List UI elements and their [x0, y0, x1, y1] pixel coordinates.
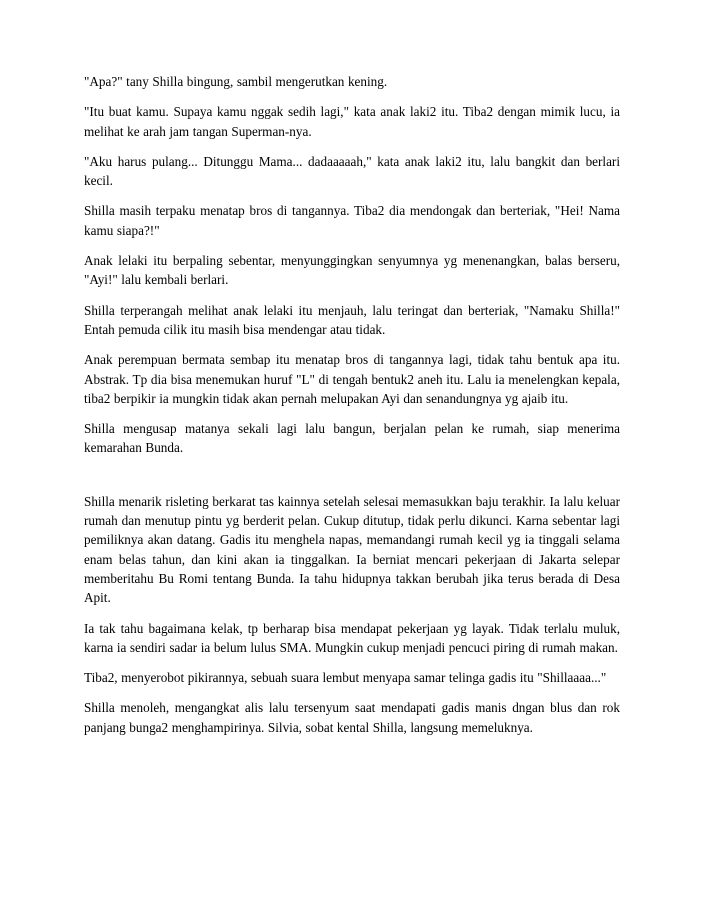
paragraph: Ia tak tahu bagaimana kelak, tp berharap bisa mendapat pekerjaan yg layak. Tidak terlalu muluk, karna ia sendiri sadar ia belum lulus SMA. Mungkin cukup menjadi pencuci piring di rumah makan. — [84, 620, 620, 655]
paragraph: "Aku harus pulang... Ditunggu Mama... dadaaaaah," kata anak laki2 itu, lalu bangkit dan berlari kecil. — [84, 153, 620, 189]
paragraph: Shilla menoleh, mengangkat alis lalu tersenyum saat mendapati gadis manis dngan blus dan rok panjang bunga2 menghampirinya. Silvia, sobat kental Shilla, langsung memeluknya. — [84, 700, 620, 735]
document-section-one — [84, 72, 620, 458]
paragraph: Shilla masih terpaku menatap bros di tangannya. Tiba2 dia mendongak dan berteriak, "Hei! Nama kamu siapa?!" — [84, 203, 620, 238]
document-section-two — [84, 492, 620, 737]
paragraph: Anak lelaki itu berpaling sebentar, menyunggingkan senyumnya yg menenangkan, balas berseru, "Ayi!" lalu kembali berlari. — [84, 253, 620, 288]
document-text-column — [84, 72, 620, 737]
paragraph: Anak perempuan bermata sembap itu menatap bros di tangannya lagi, tidak tahu bentuk apa itu. Abstrak. Tp dia bisa menemukan huruf "L" di tengah bentuk2 aneh itu. Lalu ia menelengkan kepala, tiba2 berpikir ia mungkin tidak akan pernah melupakan Ayi dan senandungnya yg ajaib itu. — [84, 352, 620, 406]
paragraph: "Apa?" tany Shilla bingung, sambil mengerutkan kening. — [84, 74, 388, 89]
paragraph: Shilla menarik risleting berkarat tas kainnya setelah selesai memasukkan baju terakhir. Ia lalu keluar rumah dan menutup pintu yg berderit pelan. Cukup ditutup, tidak perlu dikunci. Karna sebentar lagi pemiliknya akan datang. Gadis itu menghela napas, memandangi rumah kecil yg ia tinggali selama enam belas tahun, dan kini akan ia tinggalkan. Ia berniat mencari pekerjaan di Jakarta selepar memberitahu Bu Romi tentang Bunda. Ia tahu hidupnya takkan berubah jika terus berada di Desa Apit. — [84, 493, 620, 606]
paragraph: "Itu buat kamu. Supaya kamu nggak sedih lagi," kata anak laki2 itu. Tiba2 dengan mimik lucu, ia melihat ke arah jam tangan Superman-nya. — [84, 104, 620, 139]
paragraph: Shilla mengusap matanya sekali lagi lalu bangun, berjalan pelan ke rumah, siap menerima kemarahan Bunda. — [84, 421, 620, 456]
paragraph: Tiba2, menyerobot pikirannya, sebuah suara lembut menyapa samar telinga gadis itu "Shillaaaa..." — [84, 670, 607, 686]
paragraph: Shilla terperangah melihat anak lelaki itu menjauh, lalu teringat dan berteriak, "Namaku Shilla!" Entah pemuda cilik itu masih bisa mendengar atau tidak. — [84, 302, 620, 337]
